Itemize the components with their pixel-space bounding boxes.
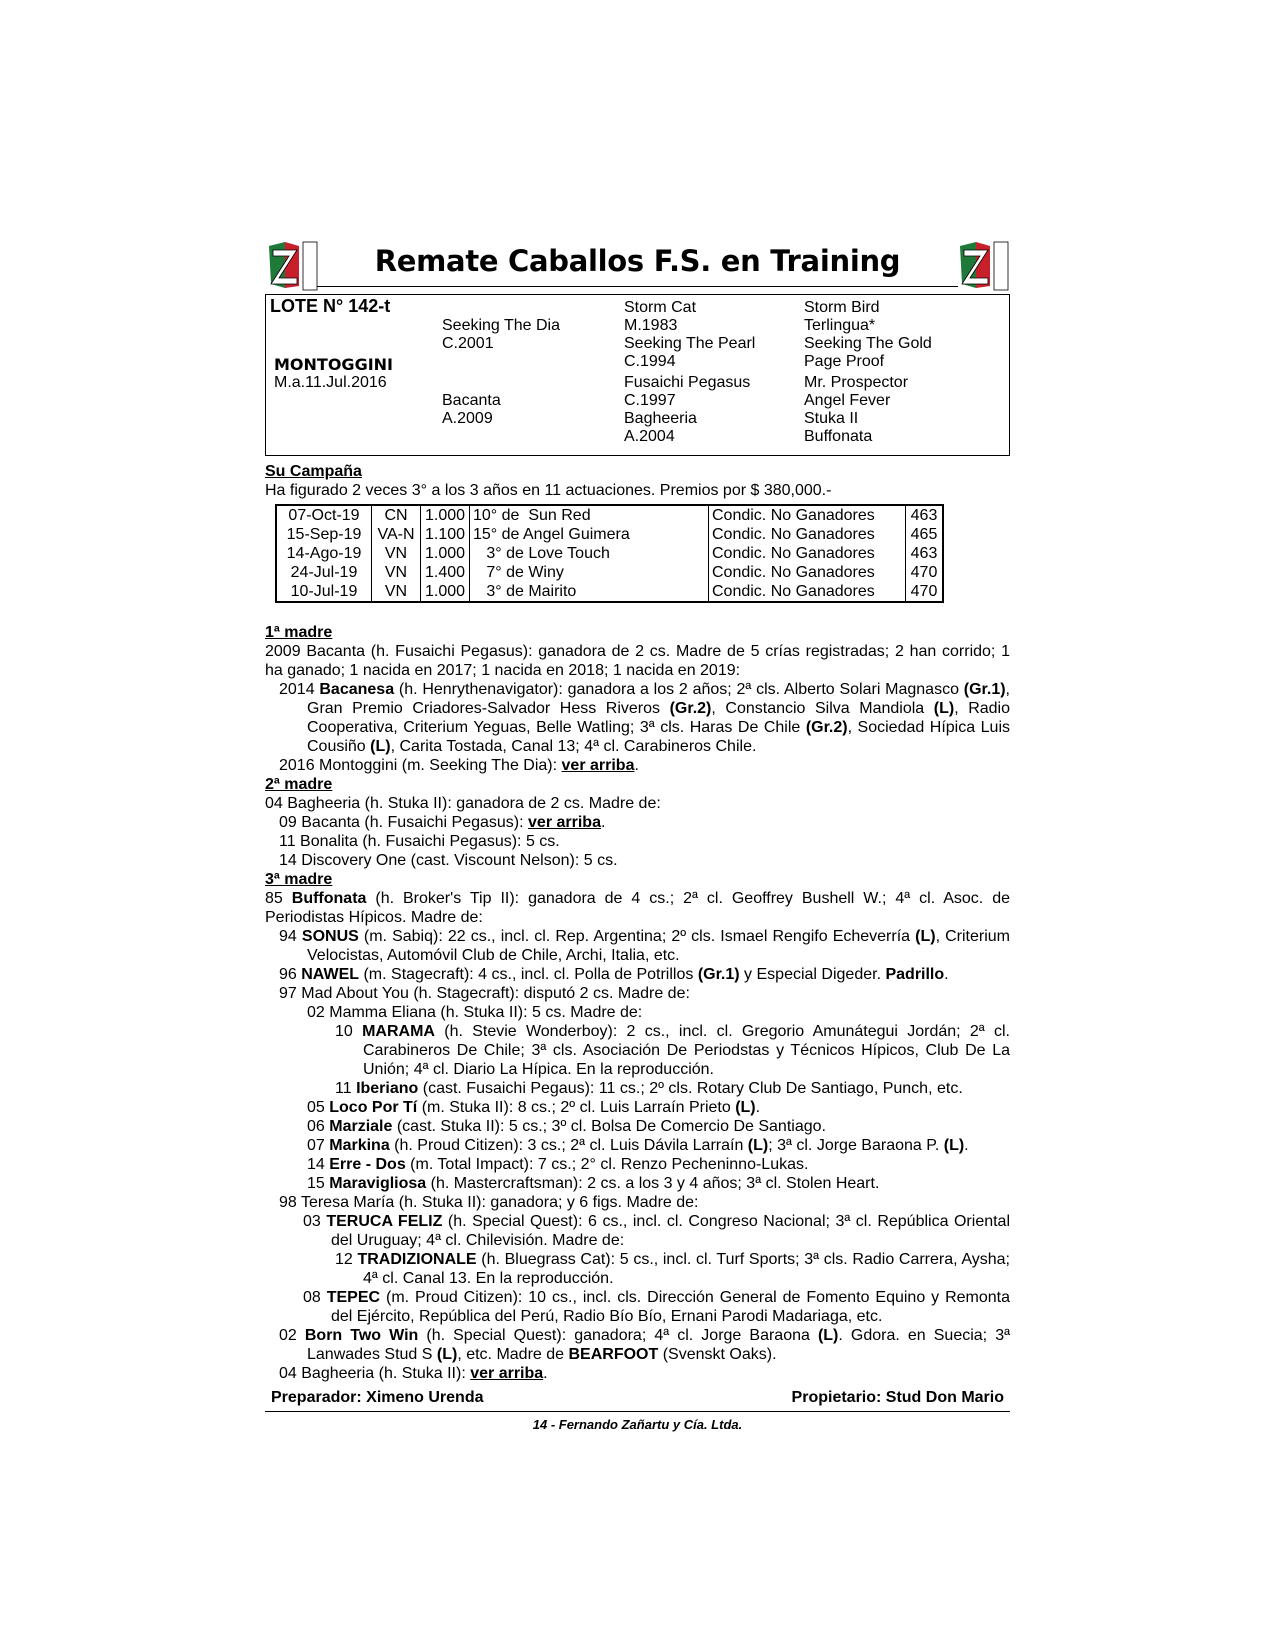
see-above-link: ver arriba <box>470 1365 544 1382</box>
grandsire-2-info: C.1997 <box>624 392 676 409</box>
race-date: 15-Sep-19 <box>276 525 372 544</box>
race-track: VN <box>372 544 421 563</box>
title-rule <box>317 286 958 287</box>
progeny-entry: 02 Mamma Eliana (h. Stuka II): 5 cs. Madre de: <box>307 1004 643 1021</box>
race-weight: 463 <box>906 505 944 525</box>
granddam-2-info: A.2004 <box>624 428 675 445</box>
progeny-entry: 94 SONUS (m. Sabiq): 22 cs., incl. cl. Rep. Argentina; 2º cls. Ismael Rengifo Echeverría (L), Criterium Velocistas, Automóvil Club de Chile, Archi, Italia, etc. <box>279 928 1011 964</box>
race-track: CN <box>372 505 421 525</box>
race-date: 24-Jul-19 <box>276 563 372 582</box>
grandsire-1-info: M.1983 <box>624 317 678 334</box>
pedigree-box <box>265 294 1010 456</box>
race-date: 07-Oct-19 <box>276 505 372 525</box>
second-dam-heading: 2ª madre <box>265 776 333 793</box>
remates-logo-right <box>956 240 1010 292</box>
first-dam-intro: 2009 Bacanta (h. Fusaichi Pegasus): ganadora de 2 cs. Madre de 5 crías registradas; 2 han corrido; 1 ha ganado; 1 nacida en 2017; 1 nacida en 2018; 1 nacida en 2019: <box>265 643 1010 679</box>
table-row <box>276 544 943 563</box>
progeny-entry: 03 TERUCA FELIZ (h. Special Quest): 6 cs., incl. cl. Congreso Nacional; 3ª cl. República Oriental del Uruguay; 4ª cl. Chilevisión. Madre de: <box>303 1213 1011 1249</box>
table-row <box>276 505 943 525</box>
progeny-entry: 2016 Montoggini (m. Seeking The Dia): ver arriba. <box>279 757 639 774</box>
race-distance: 1.000 <box>421 505 470 525</box>
page-footer: 14 - Fernando Zañartu y Cía. Ltda. <box>532 1417 743 1432</box>
race-result: 3° de Love Touch <box>470 544 709 563</box>
race-weight: 470 <box>906 582 944 602</box>
grandsire-1: Storm Cat <box>624 299 697 316</box>
granddam-2: Bagheeria <box>624 410 697 427</box>
sire-name: Seeking The Dia <box>442 317 560 334</box>
race-result: 15° de Angel Guimera <box>470 525 709 544</box>
race-table <box>275 504 944 603</box>
owner-label: Propietario: Stud Don Mario <box>791 1389 1004 1406</box>
progeny-entry: 08 TEPEC (m. Proud Citizen): 10 cs., incl. cls. Dirección General de Fomento Equino y Remonta del Ejército, República del Perú, Radio Bío Bío, Ernani Parodi Madariaga, etc. <box>303 1289 1010 1325</box>
campaign-heading: Su Campaña <box>265 463 362 480</box>
race-condition: Condic. No Ganadores <box>709 563 906 582</box>
race-distance: 1.100 <box>421 525 470 544</box>
great-grandparent: Stuka II <box>804 410 859 427</box>
progeny-entry: 02 Born Two Win (h. Special Quest): ganadora; 4ª cl. Jorge Baraona (L). Gdora. en Suecia; 3ª Lanwades Stud S (L), etc. Madre de BEARFOOT (Svenskt Oaks). <box>279 1327 1011 1363</box>
first-dam-heading: 1ª madre <box>265 624 333 641</box>
progeny-entry: 05 Loco Por Tí (m. Stuka II): 8 cs.; 2º cl. Luis Larraín Prieto (L). <box>307 1099 761 1116</box>
third-dam-intro: 85 Buffonata (h. Broker's Tip II): ganadora de 4 cs.; 2ª cl. Geoffrey Bushell W.; 4ª cl. Asoc. de Periodistas Hípicos. Madre de: <box>265 890 1011 926</box>
race-condition: Condic. No Ganadores <box>709 525 906 544</box>
race-track: VN <box>372 582 421 602</box>
great-grandparent: Buffonata <box>804 428 873 445</box>
horse-info: M.a.11.Jul.2016 <box>274 374 387 391</box>
progeny-entry: 98 Teresa María (h. Stuka II): ganadora; y 6 figs. Madre de: <box>279 1194 699 1211</box>
footer-info <box>265 1389 1010 1411</box>
second-dam-intro: 04 Bagheeria (h. Stuka II): ganadora de 2 cs. Madre de: <box>265 795 661 812</box>
race-track: VN <box>372 563 421 582</box>
footer-rule <box>265 1411 1010 1412</box>
lot-number: LOTE N° 142-t <box>270 296 391 316</box>
race-result: 3° de Mairito <box>470 582 709 602</box>
race-weight: 465 <box>906 525 944 544</box>
great-grandparent: Seeking The Gold <box>804 335 932 352</box>
remates-logo-left <box>265 240 319 292</box>
great-grandparent: Page Proof <box>804 353 885 370</box>
race-date: 14-Ago-19 <box>276 544 372 563</box>
page-header <box>265 240 1010 292</box>
race-result: 7° de Winy <box>470 563 709 582</box>
race-result: 10° de Sun Red <box>470 505 709 525</box>
document-page <box>265 240 1010 1432</box>
progeny-entry: 04 Bagheeria (h. Stuka II): ver arriba. <box>279 1365 548 1382</box>
progeny-entry: 11 Bonalita (h. Fusaichi Pegasus): 5 cs. <box>279 833 560 850</box>
progeny-entry: 96 NAWEL (m. Stagecraft): 4 cs., incl. cl. Polla de Potrillos (Gr.1) y Especial Digeder. Padrillo. <box>279 966 949 983</box>
progeny-entry: 15 Maravigliosa (h. Mastercraftsman): 2 cs. a los 3 y 4 años; 3ª cl. Stolen Heart. <box>307 1175 880 1192</box>
see-above-link: ver arriba <box>561 757 635 774</box>
granddam-1: Seeking The Pearl <box>624 335 756 352</box>
great-grandparent: Angel Fever <box>804 392 891 409</box>
progeny-entry: 97 Mad About You (h. Stagecraft): disputó 2 cs. Madre de: <box>279 985 690 1002</box>
progeny-entry: 09 Bacanta (h. Fusaichi Pegasus): ver arriba. <box>279 814 606 831</box>
race-distance: 1.000 <box>421 544 470 563</box>
progeny-entry: 06 Marziale (cast. Stuka II): 5 cs.; 3º cl. Bolsa De Comercio De Santiago. <box>307 1118 826 1135</box>
grandsire-2: Fusaichi Pegasus <box>624 374 751 391</box>
table-row <box>276 582 943 602</box>
see-above-link: ver arriba <box>528 814 601 831</box>
great-grandparent: Terlingua* <box>804 317 876 334</box>
third-dam-heading: 3ª madre <box>265 871 333 888</box>
race-date: 10-Jul-19 <box>276 582 372 602</box>
progeny-entry: 2014 Bacanesa (h. Henrythenavigator): ganadora a los 2 años; 2ª cls. Alberto Solari Magnasco (Gr.1), Gran Premio Criadores-Salvador Hess Riveros (Gr.2), Constancio Silva Mandiola (L), Radio Cooperativa, Criterium Yeguas, Belle Watling; 3ª cls. Haras De Chile (Gr.2), Sociedad Hípica Luis Cousiño (L), Carita Tostada, Canal 13; 4ª cl. Carabineros Chile. <box>279 681 1010 755</box>
race-weight: 463 <box>906 544 944 563</box>
sire-info: C.2001 <box>442 335 494 352</box>
progeny-entry: 12 TRADIZIONALE (h. Bluegrass Cat): 5 cs., incl. cl. Turf Sports; 3ª cls. Radio Carrera, Aysha; 4ª cl. Canal 13. En la reproducción. <box>335 1251 1010 1287</box>
race-condition: Condic. No Ganadores <box>709 582 906 602</box>
race-weight: 470 <box>906 563 944 582</box>
progeny-entry: 10 MARAMA (h. Stevie Wonderboy): 2 cs., incl. cl. Gregorio Amunátegui Jordán; 2ª cl. Carabineros De Chile; 3ª cls. Asociación De Periodstas y Técnicos Hípicos, Club De La Unión; 4ª cl. Diario La Hípica. En la reproducción. <box>335 1023 1010 1078</box>
race-distance: 1.000 <box>421 582 470 602</box>
dam-name: Bacanta <box>442 392 501 409</box>
race-distance: 1.400 <box>421 563 470 582</box>
progeny-entry: 07 Markina (h. Proud Citizen): 3 cs.; 2ª cl. Luis Dávila Larraín (L); 3ª cl. Jorge Baraona P. (L). <box>307 1137 969 1154</box>
progeny-entry: 14 Erre - Dos (m. Total Impact): 7 cs.; 2° cl. Renzo Pecheninno-Lukas. <box>307 1156 809 1173</box>
great-grandparent: Storm Bird <box>804 299 880 316</box>
race-condition: Condic. No Ganadores <box>709 544 906 563</box>
page-title: Remate Caballos F.S. en Training <box>374 244 901 278</box>
race-condition: Condic. No Ganadores <box>709 505 906 525</box>
great-grandparent: Mr. Prospector <box>804 374 909 391</box>
table-row <box>276 563 943 582</box>
dam-info: A.2009 <box>442 410 493 427</box>
progeny-entry: 11 Iberiano (cast. Fusaichi Pegaus): 11 cs.; 2º cls. Rotary Club De Santiago, Punch, etc. <box>335 1080 963 1097</box>
progeny-entry: 14 Discovery One (cast. Viscount Nelson): 5 cs. <box>279 852 618 869</box>
race-track: VA-N <box>372 525 421 544</box>
granddam-1-info: C.1994 <box>624 353 676 370</box>
campaign-summary: Ha figurado 2 veces 3° a los 3 años en 11 actuaciones. Premios por $ 380,000.- <box>265 482 832 499</box>
horse-name: MONTOGGINI <box>274 355 393 374</box>
table-row <box>276 525 943 544</box>
trainer-label: Preparador: Ximeno Urenda <box>271 1389 484 1406</box>
